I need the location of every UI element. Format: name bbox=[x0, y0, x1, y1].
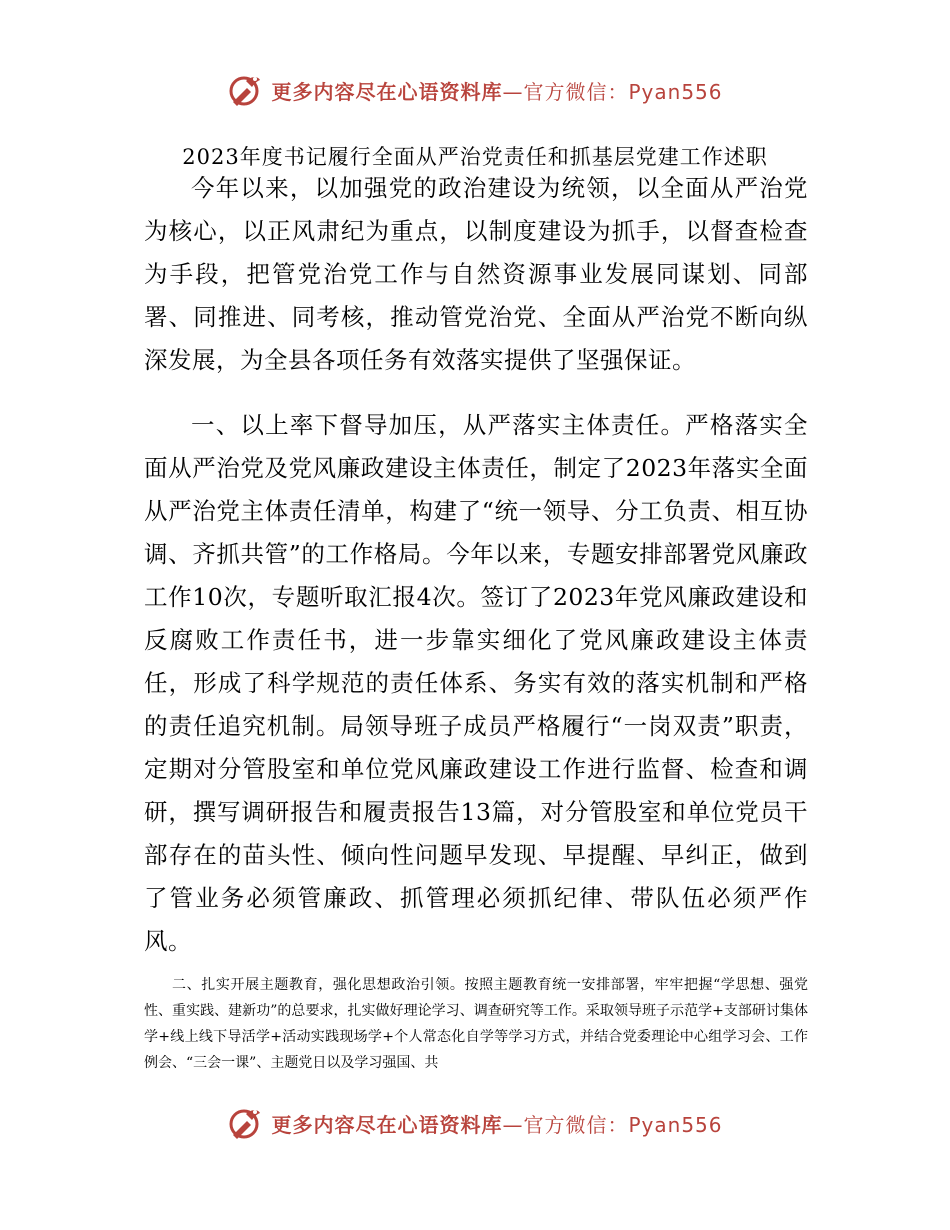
writing-hand-logo-icon bbox=[227, 72, 263, 108]
watermark-bold-text: 更多内容尽在心语资料库 bbox=[271, 1112, 503, 1137]
paragraph-intro: 今年以来，以加强党的政治建设为统领，以全面从严治党为核心，以正风肃纪为重点，以制度建设为抓手，以督查检查为手段，把管党治党工作与自然资源事业发展同谋划、同部署、同推进、同考核，推动管党治党、全面从严治党不断向纵深发展，为全县各项任务有效落实提供了坚强保证。 bbox=[144, 174, 808, 374]
watermark-separator-text: —官方微信： bbox=[502, 1112, 629, 1137]
watermark-text bbox=[271, 1109, 722, 1138]
paragraph-section-one: 一、以上率下督导加压，从严落实主体责任。严格落实全面从严治党及党风廉政建设主体责任，制定了2023年落实全面从严治党主体责任清单，构建了“统一领导、分工负责、相互协调、齐抓共管”的工作格局。今年以来，专题安排部署党风廉政工作10次，专题听取汇报4次。签订了2023年党风廉政建设和反腐败工作责任书，进一步靠实细化了党风廉政建设主体责任，形成了科学规范的责任体系、务实有效的落实机制和严格的责任追究机制。局领导班子成员严格履行“一岗双责”职责，定期对分管股室和单位党风廉政建设工作进行监督、检查和调研，撰写调研报告和履责报告13篇，对分管股室和单位党员干部存在的苗头性、倾向性问题早发现、早提醒、早纠正，做到了管业务必须管廉政、抓管理必须抓纪律、带队伍必须严作风。 bbox=[144, 411, 808, 955]
watermark-id-text: Pyan556 bbox=[628, 1112, 723, 1137]
watermark-footer bbox=[0, 1103, 950, 1143]
watermark-text bbox=[271, 76, 722, 105]
paragraph-section-two: 二、扎实开展主题教育，强化思想政治引领。按照主题教育统一安排部署，牢牢把握“学思想、强党性、重实践、建新功”的总要求，扎实做好理论学习、调查研究等工作。采取领导班子示范学+支部研讨集体学+线上线下导活学+活动实践现场学+个人常态化自学等学习方式，并结合党委理论中心组学习会、工作例会、“三会一课”、主题党日以及学习强国、共 bbox=[144, 977, 808, 1071]
watermark-separator-text: —官方微信： bbox=[502, 79, 629, 104]
writing-hand-logo-icon bbox=[227, 1105, 263, 1141]
document-title: 2023年度书记履行全面从严治党责任和抓基层党建工作述职 bbox=[182, 145, 768, 169]
watermark-header bbox=[0, 70, 950, 110]
watermark-id-text: Pyan556 bbox=[628, 79, 723, 104]
watermark-bold-text: 更多内容尽在心语资料库 bbox=[271, 79, 503, 104]
